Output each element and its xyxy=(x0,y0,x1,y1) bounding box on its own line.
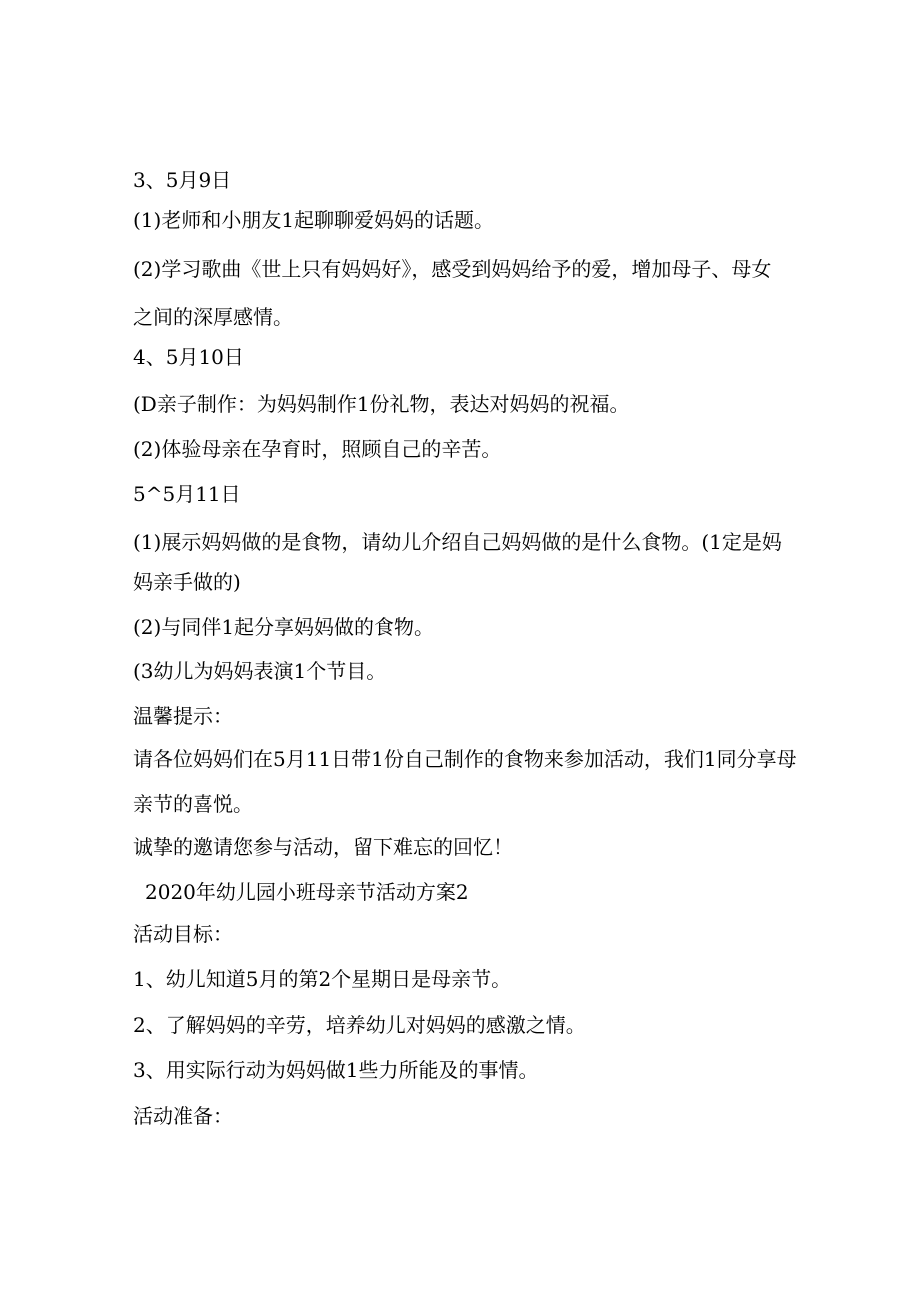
section-heading-may-10: 4、5月10日 xyxy=(133,345,244,369)
goal-item: 2、了解妈妈的辛劳，培养幼儿对妈妈的感激之情。 xyxy=(133,1013,586,1037)
text-line: 之间的深厚感情。 xyxy=(133,305,293,329)
text-line: (D亲子制作：为妈妈制作1份礼物，表达对妈妈的祝福。 xyxy=(133,392,630,416)
text-line: 请各位妈妈们在5月11日带1份自己制作的食物来参加活动，我们1同分享母 xyxy=(133,747,797,771)
text-line: 妈亲手做的) xyxy=(133,570,241,594)
text-line: 亲节的喜悦。 xyxy=(133,792,253,816)
text-line: (2)体验母亲在孕育时，照顾自己的辛苦。 xyxy=(133,437,502,461)
text-line: (2)学习歌曲《世上只有妈妈好》，感受到妈妈给予的爱，增加母子、母女 xyxy=(133,257,772,281)
goal-item: 3、用实际行动为妈妈做1些力所能及的事情。 xyxy=(133,1058,539,1082)
section-heading-may-11: 5^5月11日 xyxy=(133,482,241,506)
plan-title: 2020年幼儿园小班母亲节活动方案2 xyxy=(145,880,469,904)
goals-heading: 活动目标： xyxy=(133,922,233,946)
text-line: (3幼儿为妈妈表演1个节目。 xyxy=(133,659,387,683)
goal-item: 1、幼儿知道5月的第2个星期日是母亲节。 xyxy=(133,967,512,991)
text-line: (1)展示妈妈做的是食物，请幼儿介绍自己妈妈做的是什么食物。(1定是妈 xyxy=(133,530,782,554)
text-line: (2)与同伴1起分享妈妈做的食物。 xyxy=(133,615,435,639)
text-line: (1)老师和小朋友1起聊聊爱妈妈的话题。 xyxy=(133,208,495,232)
preparation-heading: 活动准备： xyxy=(133,1104,233,1128)
section-heading-may-9: 3、5月9日 xyxy=(133,168,232,192)
tips-heading: 温馨提示： xyxy=(133,704,233,728)
text-line: 诚挚的邀请您参与活动，留下难忘的回忆！ xyxy=(133,835,513,859)
